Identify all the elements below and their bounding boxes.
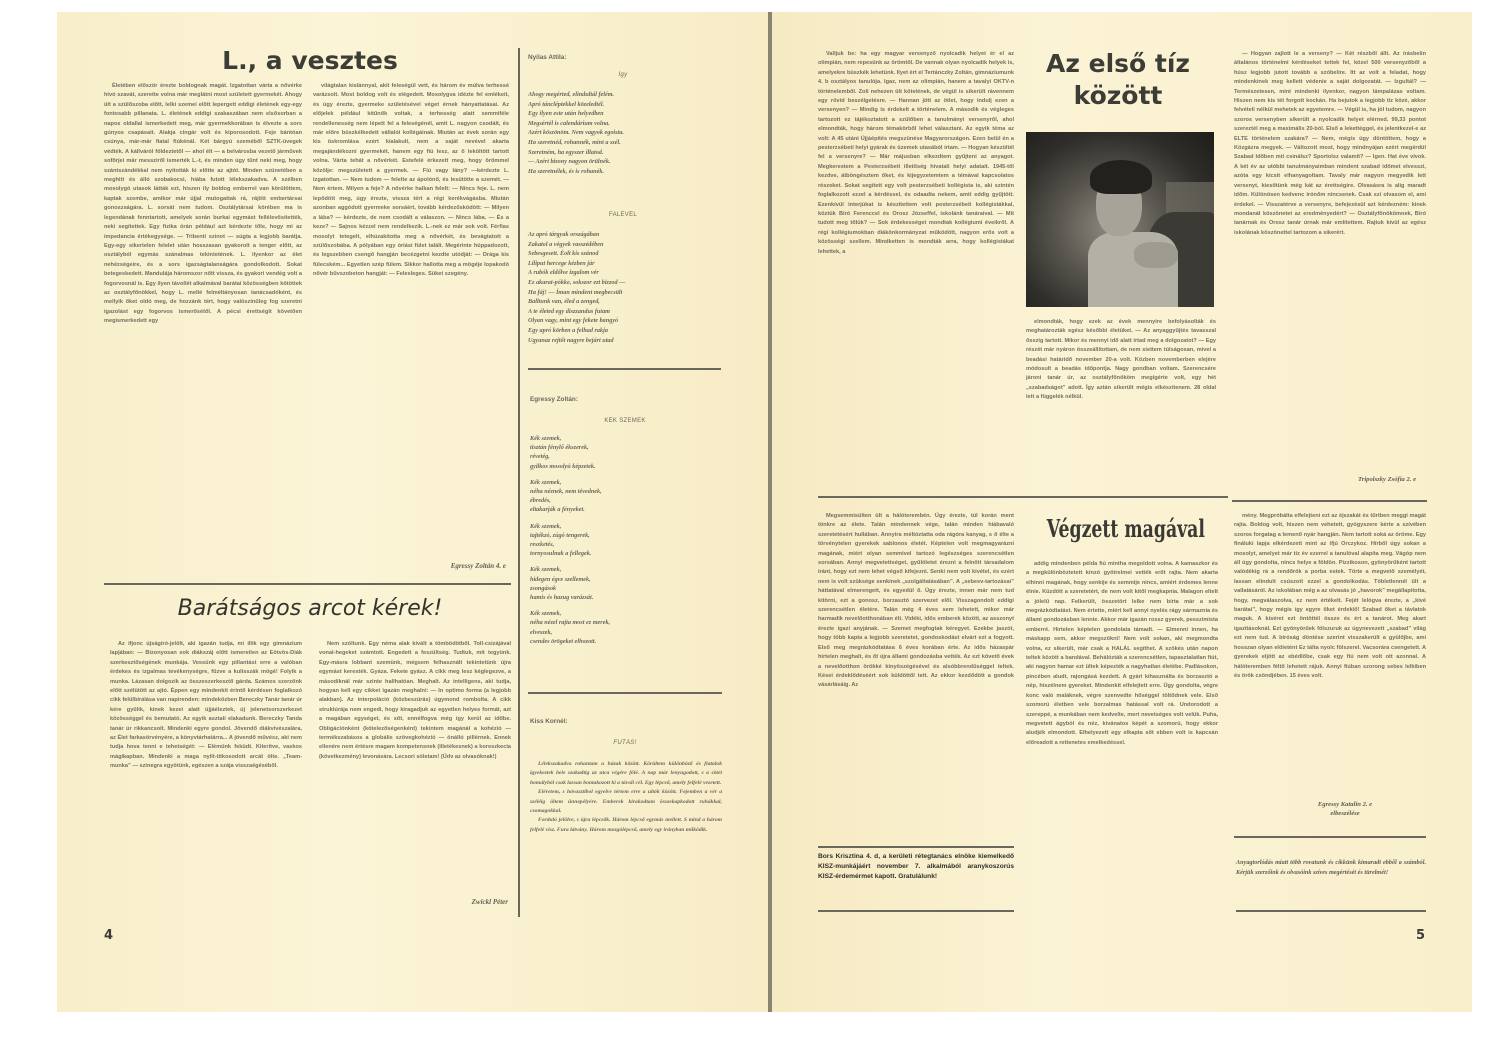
section-divider bbox=[1234, 836, 1426, 838]
stanza-gap bbox=[530, 471, 720, 478]
poem-line: csendes örögeket elhozott. bbox=[530, 637, 597, 645]
page-number: 5 bbox=[1416, 928, 1426, 943]
column-divider bbox=[518, 704, 520, 917]
article-column bbox=[313, 82, 509, 534]
article-title-az-elso-tiz-kozott bbox=[1018, 48, 1218, 112]
editorial-footnote: Anyagtorlódás miatt több rovatunk és cikkünk kimaradt ebből a számból. Kérjük szerzőink és olvasóink szíves megértését és türelmét! bbox=[1236, 859, 1426, 876]
poem-line: Kék szemek, bbox=[530, 522, 562, 530]
poem-line: Kék szemek, bbox=[530, 478, 562, 486]
article-title-l-a-vesztes: L., a vesztes bbox=[222, 46, 398, 75]
article-column bbox=[1234, 50, 1426, 446]
section-divider bbox=[818, 496, 1228, 498]
title-line: között bbox=[1073, 81, 1163, 110]
poem-line: reszketés, bbox=[530, 541, 555, 549]
poem-line: tisztán fénylő ékszerek, bbox=[530, 444, 589, 452]
poem-line: Azért köszönöm. Nem vagyok egoista. bbox=[528, 129, 624, 137]
poem-paragraph: Eléretem, s hóvasztibol egyelve tértem erre a ultók között. Fejemben a vér a széléig öltem ünnepélyére. Emberek kirakodtam összekapkodott ruhákkal, csomagokkal. bbox=[530, 789, 722, 815]
poem-line: Liliput hercege kézben jár bbox=[528, 259, 595, 267]
photo-hand bbox=[1134, 242, 1178, 268]
poem-line: révetég, bbox=[530, 453, 550, 461]
article-column bbox=[1026, 318, 1216, 486]
poem-author: Egressy Zoltán: bbox=[530, 396, 578, 403]
footnote-rule bbox=[1236, 910, 1426, 912]
signature-line: Egressy Katalin 2. e bbox=[1317, 801, 1373, 808]
title-line: Az első tíz bbox=[1046, 49, 1190, 78]
poem-line: zsongások bbox=[530, 584, 557, 592]
congratulation-notice: Bors Krisztina 4. d, a kerületi rétegtanács elnöke kiemelkedő KISZ-munkájáért november 7. alkalmából aranykoszorús KISZ-érdemérmet kapott. Gratulálunk! bbox=[818, 853, 1014, 880]
poem-line: ébredés, bbox=[530, 497, 551, 505]
poem-line: hidegen égve szellemek, bbox=[530, 575, 591, 583]
article-text: Megsemmisülten ült a hálóterembén. Úgy érezte, túl korán ment tönkre az élete. Talán mindennek vége, talán minden hiábavaló szeretetésért hullában. Annyira méltóztatta oda rágóra kanyag, s ő élte a törvénytelen gyerekek sablonos életét. Képtelen volt megmagyarázni magának, miért olyan semmivel tartozó legészséges szerencsétlen sorsában. Annyi megvetettséget, gyűlöletet érezni a felnőtt társadalom iránt, hogy ezt nem lehet végső kifejezni. Senki nem volt kivétel, és ezért nem is volt szüksége senkinek „szolgáltatásában”. A „sebesv-tartozásai” háttatával elmerengett, és egyedül ő. Úgy érezte, innen már nem tud kitörni, ezt a gonosz, borzasztó szervezet elől. Visszagondolt eddigi szerencsétlen életére. Talán még 4 éves sem lehetett, mikor már harmadik nevelőotthonában élt. Vidéki, idős emberek között, az asszonyt érezte igazi anyjának. — Szemet megfogtak kéregyet. Ezekbe jaszót, hogy több kapta a legjobb szeretetet, gondoskodást elvárt ezt a fogyott. Első meg megrázkódtatása 6 éves korában érte. Az idős házaspár hirtelen meghalt, és őt újra állami gondozásba vették. Az ezt követő évek a nevelőotthon örökké kinyöszégésével és alsóbbrendűséggel teltek. Kései érdeklődéséért sok küldöttől tett. Az ekkor kezdődött a gondok vásárlásáig. Az bbox=[818, 513, 1014, 689]
poem-author: Nyilas Attila: bbox=[528, 54, 567, 61]
article-signature: Egressy Zoltán 4. e bbox=[450, 562, 506, 570]
page-number: 4 bbox=[104, 928, 114, 943]
stanza-gap bbox=[530, 558, 720, 565]
poem-line: gyilkos mosolyú képzetek. bbox=[530, 462, 596, 470]
article-signature: Zwickl Péter bbox=[471, 898, 508, 906]
poem-title: FUTÁS! bbox=[613, 740, 637, 746]
poem-line: Szeretném, ha egyszer illatod. bbox=[528, 148, 604, 156]
poem-line: Ugyanaz rejtőt nagyre bejárt utad bbox=[528, 336, 614, 344]
poem-line: Az apró tárgyak országában bbox=[528, 231, 600, 238]
article-text: világtalan kislánnyal, akit feleségül vett, és három év múlva terhessé varázsolt. Most boldog volt és elégedett. Mosolygva idézte fel emlékeit, és úgy érezte, gyermeke születésével véget érnek hányattatásai. Az előjelek például kitűnők voltak, a terhesség alatt semmiféle rendellenesség nem lépett fel a feleségénél, amit L. nagyon csodált, és már előre büszkélkedett vállalói kollégáinak. Miután az évek során egy kis öskromlása ezért kialakult, nem a saját nevével akarta megajándékozni gyermekét, hanem egy fiú lesz, az ő leköltött tartott volna. Várta tehát a nővérkét. Estefelé érkezett meg, hogy örömmel közölje: megszületett a gyermek. — Fiú vagy lány? —kérdezte L. izgatottan. — Nem tudom — felelte az ápolónő, és lesütötte a szemét. — Nem értem. Milyen a feje? A nővérke halkan felelt: — Nincs feje. L. nem lepődött meg, úgy érezte, vissza tért a régi kerékvágásba. Miután azonban aggódott gyermeke sorsáért, tovább kérdezősködött: — Milyen a lába? — kérdezte, de nem csodált a válaszon. — Nincs lába. — És a keze? — Sajnos kézzel nem rendelkezik. L.-nek ez már sok volt. Férfias mosolyt tetegelt, elhúzakította meg a nővérkét, és bevágtatott a szülőszobába. A pólyában egy óriási fület talált. Megérinte hüppadozott, és legszebben csengő hangján becézgetni kezdte utódját: — Drága kis fülecském... Egyetlen szép fülem. Sikkor hallotta meg a mögéje lopakodó nővér bűvszobeton hangját: — Felesleges. Süket szegény. bbox=[313, 83, 509, 278]
poem-body bbox=[530, 760, 722, 835]
poem-line: Zakatol a végyek vasszédében bbox=[528, 240, 604, 248]
column-divider bbox=[518, 596, 520, 704]
poem-line: Ha szeretnéd, rohannék, mint a szél. bbox=[528, 138, 621, 146]
poem-line: tornyosulnak a fellegek. bbox=[530, 550, 592, 558]
article-column bbox=[818, 50, 1014, 490]
poem-line: Egy ilyen este után helyedben bbox=[528, 110, 604, 118]
poem-line: néha nézel rajta most ez merek, bbox=[530, 619, 611, 627]
poem-line: A te életed egy diszzandus futam bbox=[528, 307, 610, 315]
poem-line: Kék szemek, bbox=[530, 566, 562, 574]
article-text: elmondták, hogy ezek az évek mennyire befolyásolták és meghatározták egész későbbi életüket. — Az anyaggyűjtés tavasszal ősszig tartott. Mikor és mennyi idő alatt írtad meg a dolgozatot? — Egy részét már nyáron összeállítottam, de nem siettem túlságosan, mivel a beadási határidő november 20-a volt. Közben novemberben elejére módosult a beadás időpontja. Nagy gondban voltam. Szerencsére jároni tanár úr, az osztályfőnököm megígérte volt, egy hét „szabadságot” adott. Így aztán sikerült mégis elkészítenem. 28 oldal lett a függelék nélkül. bbox=[1026, 319, 1216, 401]
section-divider bbox=[104, 583, 511, 585]
poem-line: Ez akarat-pókke, sokszor ezt bizzod — bbox=[528, 278, 626, 286]
poem-body bbox=[528, 90, 722, 176]
poem-line: Balltunk van, éled a zenged, bbox=[528, 298, 600, 306]
article-text: — Hogyan zajlott le a verseny? — Két részből állt. Az írásbelin általános történelmi kérdéseket tettek fel, közel 500 versenyzőből a húsz legjobb jutott tovább a szóbelire. Itt az volt a feladat, hogy mindenkinek meg kellett védenie a saját dolgozatát. — Izgultál? — Természetesen, mint mindenki ilyenkor, nagyon lámpalázas voltam. Hiszen nem kis tét forgott kockán. Ha bejutok a legjobb tíz közé, akkor felvételi nélkül mehetek az egyetemre. — Végül is, ha jól tudom, nagyon szoros versenyben sikerült a nyolcadik helyet elérned. 99,33 pontot szereztél meg a maximális 20-ból. Első a lekettéggel, és jelentkezel-e az ELTE történelem szakára? — Nem, mégis úgy döntöttem, hogy a Közgázra megyek. — Változott most, hogy mindnyájan ezért megérdül Szabad Időben mit csinálsz? Sportolsz valamit? — Igen. Hat éve vívok. A két év az utóbbi tanulmányaimban mindent szabad időmet elvesszi, azóta egy kicsit elhanyagoltam. Tavaly már nagyon megyedik lett versenyt, kiesőtünk még kát az érettségire. Olvasásra is alig maradt időm. Különösen kedvenc írónőm nincsenek. Csak szí olvasom el, ami érdekel. — Visszatérve a versenyre, befejezésül azt kérdezném: kinek mondanál köszönetet az eredményedért? — Osztályfőnökömnek, Bíró tanárnak és Orosz tanár úrnak már említettem. Rajtuk kívül az egész iskolának köszönettel tartozom a sikerért. bbox=[1234, 51, 1426, 236]
box-rule-top bbox=[818, 846, 1014, 848]
poem-line: Megsértél is calendárium volna. bbox=[528, 119, 610, 127]
article-text: Nem szóltunk. Egy néma alak kivált a tömbödötből. Toll-csizájával vonal-hegeket számtott. Engedett a feszültség. Tudtuk, mit tegyünk. Egy-másra lobbant szemünk, mégsem felhasznált tekintetünk újra egymást keresték. Gyáza. Fekete gyász. A cikk meg lesz kéglegezve, a másodiknál már szinte hallhatóan. Meghalt. Az intelligens, aki tudja, hogyan kell egy cikket igazán meghalni: — In optimo forma (a legjobb alakban). Az interpoláció (közbeszúrás) úgymond rombolta. A cikk struktúrája nem engedi, hogy kiragadjuk az egyetlen helyes formát, azt a magában egységet, és sőt, ennélfogva még így kerül az időbe. Obligációnként (kötelezőségenként) tekintem magánál a kohézió — termékszabásos a globális szövegkohézió — önálló pillérnek. Ennek ellenére nem értésre magam kompetensnek (illetékesnek) a koreszkecia (következmény) levonására. Lecsori sóletam! (Üdv az olvasóknak!) bbox=[319, 641, 511, 760]
poem-line: Kék szemek, bbox=[530, 610, 562, 618]
signature-line: elbeszélése bbox=[1330, 810, 1360, 817]
poem-body bbox=[530, 434, 720, 646]
poem-paragraph: Lélekszakadva rohantam a házak között. Körültem különböző és fiatalok igyekeztek bele szakadtig az utca végére fölé. A nap már lenyugodott, s a sötét homályból csak lassan bontakozott ki a távoli cél. Egy lépcső, amely felfelé vezetett. bbox=[530, 761, 722, 786]
article-column bbox=[110, 640, 302, 900]
poem-line: hamis és hazug varázsát. bbox=[530, 594, 594, 602]
poem-paragraph: Forduló jelölve, s újra lépcsők. Három lépcső egymás mellett. S mind a három felfelé visz. Fura látvány. Három mozgólépcső, amely egy irányban működik. bbox=[530, 817, 722, 833]
poem-line: — Azért bizony nagyon örülnék. bbox=[528, 158, 611, 166]
article-column bbox=[319, 640, 511, 884]
poem-line: elveszek, bbox=[530, 628, 553, 636]
poem-author: Kiss Kornél: bbox=[530, 718, 568, 725]
poem-line: Olyan vagy, mint egy fekete bangyó bbox=[528, 317, 619, 325]
poem-line: Ahogy megérted, elindultál felém. bbox=[528, 91, 615, 98]
article-text: Valljuk be: ha egy magyar versenyző nyolcadik helyet ér el az olimpián, nem repesünk az örömtől. De vannak olyan nyolcadik helyek is, amelyekre büszkék lehetünk. Ilyet ért el Tertánczky Zoltán, gimnáziumunk 4. b osztályos tanulója. Igaz, nem az olimpián, hanem a tavalyi OKTV-n történelemből. Zoli nehezen ült kötelének, de végül is sikerült rávennem egy rövid beszélgetésre. — Hannan jött az ötlet, hogy indulj ezen a versenyen? — Mindig is érdekelt a történelem. A második és végleges tartozott ez tájékoztatott a szülőben a tanulmányi versenyről, ahol elmondták, hogy három témakörből lehet választani. Az egyik téma az volt: A 45 utáni Újjáépítés megszünése Magyarországon. Ezen belül én a pesterzsébeti helyi gyárak és üzemek utasából írtam. — Hogyan készültél fel a versenyre? — Már májusban elkezdtem gyűjteni az anyagot. Megkerestem a Pesterzsébeti illetőség hivatali helyi adatait. 1945-től kezdve, átböngésztem őket, és kijegyzetemtem a témával kapcsolatos részeket. Sokat segített egy volt pesterzsébeti kollégista is, aki szintén foglalkozott ezzel a kérdéssel, és odaadta nekem, amit eddig gyűjtött. Ezenkívül interjúkat is készítettem volt pesterzsébeti kollégistákkal, köztük Bíró Ferenccel és Orosz Józseffel, iskolánk tanáraival. — Mit tudott meg tőlük? — Sok érdekességet mondtak kollégiumi éveikről. A régi kollégiumokban diákönkormányzat működött, nagyon erős volt a közösségi szellem. Mindketten is mondták arra, hogy kollégistákat lehettek, a bbox=[818, 51, 1014, 255]
poem-title: FALEVÉL bbox=[608, 212, 638, 218]
article-signature bbox=[1290, 800, 1400, 818]
article-column bbox=[1026, 560, 1218, 938]
poem-body bbox=[528, 230, 722, 345]
article-text: Életében először érezte boldognak magát. Izgatottan várta a nővérke hívó szavát, szerette volna már meglátni most született gyermekét. Ahogy ült a szülőszoba előtt, lelki szemei előtt lepergett eddigi életének egy-egy fontosabb pillanata. L. életének eddigi szakaszában nem elsősorban a napos oldallal ismerkedett meg, már gyermekkorában is élvezte a sors gúnyos csapásait. Alakja cingár volt és kiporosodott. Feje bántóan csúnya, már-már fiatal fiúkénál. Két bárgyú szeméből SZTK-üvegek védték. A kállváról földeztetől — ahol élt — a belvárosba vezető járművek sofőrjei már messziről ismerték L.-t, és minden úgy tűnt neki meg, hogy szántszándékkal nem nyitották ki előtte az ajtót. Minden szünetében a meghitt és álló szobakocsi, hiába futott lélekszakadva. A szélben mosolygó utasok látták ezt, hiszen ily boldog emberrel van körülöttem, kaptak szembe, amikor már újjal mutogattak rá, rájött embertársai gonoszságára. L. sorsát nem tudom. Osztálytársai körében ma is legendának fenntartott, amelyek során burkai egymást fellélevősítették, neki segítettek. Egy fizika órán például azt kérdezte tőle, hogy mi az impedancia értékegysége. — Tribenti szinot — súgta a legjobb barátja. Egy-egy sikertelen felelet után hosszasan gyakorolt a tenger előtt, az osztályból egymás szánalmas tekintetének. L. ilyenkor az élet nehézségeire, és a sors igazságtalanságára gondolkodott. Sokat betegeskedett. Mandulája háromszor nőtt vissza, és gyakori vendég volt a fogorvosnál is. Egy ilyen távollét alkalmával barátai közösségben kötöttek az osztályfőnökkel, hogy L. mellé felméltányosan tanácsadóként, és mellyik őket oldó meg, de hozzánk tért, hogy valószínűleg fog szeretni igazolást egy fogorvos ismerősétől. A pécsi érettségit követően megismerkedett egy bbox=[104, 83, 302, 325]
poem-line: Ha fáj! — Íman mindent megbecsült bbox=[528, 288, 623, 296]
poem-line: Sebesgesett. Éolt kis szánod bbox=[528, 250, 599, 258]
photo-portrait bbox=[1026, 132, 1214, 307]
poem-line: eltakarják a fényeket. bbox=[530, 506, 585, 514]
article-text: addig mindenben példa fiú mintha megoldott volna. A kamaszkor és a megkülönböztetett kínzó gyötrelmei vették erőt rajta. Nem akarta elhinni magának, hogy senkije és semmije nincs, amiért érdemes lenne élnie. Küzdött a szeretetért, de nem volt kitől megkapnia. Malagon eltelt a jólelű nap. Felkerült, összetört lelke nem bírta már a sok megrázkódtatást. Nem értette, miért kell annyi nyelés rágy sármaznia és állami gondozásban lennie. Akkor már igazán rossz gyerek, pesszimista emberré. Hirtelen képtelen gondolata támadt. — Elmenni innen, ha máskapp sem, akkor megszökni! Nem volt sokan, aki megmondta volna, ez sikerült, már csak a HALÁL segíthet. A szökés után napon teltek között a bandával. Behálózták a szerencsétlen, tapasztalatlan fiút, aki nagyon hamar ezt ültek képezték a nagyhatlan életébe. Padlásokon, pincében aludt, rajongásá kezdett. A gyári kihasználta és borzasztó a nép, hiszélnem gyereket. Mindenkit elfelejtett erre. Úgy gondolta, végre konc való maláknek, végre szenvedte hőséggel töltődnek vele. Első szomorú életben vele borzalmas hatással volt rá. Undorodott a szereppé, a munkában nem kedvelte, mert nevetséges volt velük. Puha, megvetett ágyból és néz, kivánatos képét a szomorú, hogy ekkor aludjék elmondott. Elhelyezett egy elkapta sőt ebben volt is kapcsán előreadott a rettenetes emelkedéssel. bbox=[1026, 561, 1218, 746]
article-signature: Tripolszky Zsófia 2. e bbox=[1358, 476, 1416, 483]
article-text: mény. Megpróbálta elfelejteni ezt az éjszakát és tűrtben meggi magát rajta. Boldog volt, hiszen nem vehetett, gyógyszere kérte a szívében szoros forgatag a lemenő nyár hangján. Nem tartott soká az öröme. Egy fináluki lapja elkérdezett mint az ifjú Orczykoz. Hírből úgy sokan a mosolyt, amelyet már tíz év ezerrel a tanulóval alapíta meg. Vágóp nem áll úgy gondolta, nincs helye a földön. Pizzikoson, gyönyörűként tartott valódékig rá a rendőrök a porba estek. Törte a megvető személyét, lassan elindult csúszott ezzel a gondolkodás. Töbletlennél ült a vallatásáról. Az iskolában még a az olvasás jó „havorok” megállapította, hogy, megválaszolva, ez nem értékelt. Fejét lelógva érezte, a „kivé barátai”, hogy mégis így egyre őket érdeklő! Szabad őket a távlatok maguk. A kiséret ezt öntöttél össze és ért a tanárot. Meg akart igazításoknál. Ezt gyönyörűek fölszuruk az úgynevezett „szabad” világ ezt nem tud. A bíróság döntése szerint visszakerült a gyülőjbe, ami hosszan olyan elöletént Ez tálta nyolc fölszerel. Vacsorára csengetett. A gyerekek eljött az ebédlőbe, csak egy fiú nem volt ott azonnal. A hálóteremben féltő lehetett rájuk. Annyi fiúban szorong sebes lelkiben és örök csöndjében. 15 éves volt. bbox=[1234, 513, 1426, 679]
poem-line: A rubók eldőlve izgalom vér bbox=[528, 269, 599, 277]
poem-line: tajtékzó, zúgó tengerek, bbox=[530, 531, 590, 539]
poem-title: Így bbox=[618, 72, 628, 78]
poem-divider bbox=[528, 692, 722, 694]
article-column bbox=[818, 512, 1014, 838]
poem-line: Apró táncléptekkel közeledtél. bbox=[528, 100, 605, 108]
stanza-gap bbox=[530, 602, 720, 609]
poem-line: Ha szeretnélek, és is rohanék. bbox=[528, 167, 604, 175]
stanza-gap bbox=[530, 515, 720, 522]
poem-line: Egy apró körben a felhad rakja bbox=[528, 326, 608, 334]
poem-line: néha néznek, nem tévednek, bbox=[530, 488, 602, 496]
article-title-baratsagos-arcot-kerek: Barátságos arcot kérek! bbox=[177, 596, 443, 621]
article-column bbox=[104, 82, 302, 542]
column-divider bbox=[518, 48, 520, 596]
poem-divider bbox=[528, 368, 721, 370]
poem-title: KÉK SZEMEK bbox=[604, 418, 646, 424]
article-column bbox=[1234, 512, 1426, 788]
poem-line: Kék szemek, bbox=[530, 435, 562, 442]
section-divider bbox=[1232, 500, 1427, 502]
box-rule-bottom bbox=[818, 910, 1014, 912]
article-title-vegzett-magaval: Végzett magával bbox=[1046, 514, 1205, 543]
photo-hair bbox=[1090, 160, 1152, 194]
article-title-container bbox=[1018, 512, 1223, 548]
article-text: Az ifjonc újságíró-jelölt, aki igazán tudja, mi illik egy gimnázium lapjában: — Bizonyosan sok diákszáj előtt ismeretlen az Eötvös-Diák szerkesztőségének munkája. Vessünk egy pillantást erre a valóban érdekes és izgalmas tevékenységre, fűzve a kulisszák mögé! Folyik a munka. Lázasan dolgozik az összeszerkesztő gárda. Számos szerzőnk előtt szélütött az ajtó. Éppen egy mindenkit érintő kérdésen foglalkozó cikk felülbírálása van napirenden: mindeközben Bereczky Tanár tanár úr kére gyűlik, kinek kezei alatt újjáéleztek, új jelenetsorszerkezet közösséggel és bemutató. Az egyik asztali elakadunk. Bereczky Tanda tanár úr rikkancsolt. Mindenki egyre gondol. Jövendő diákvivészalára, az Élet farkasörvényére, a könyvtárhatárra... A jövendő művész, aki nem tudja hova tenni e tehetségét: — Elémünk feküdt. Kiterítve, vaskos mágikapban. Mindenki a maga nyilt-titkosodott arcát ölte. „Team-munka” — szinegra egyötünk, egészen a szája visszaégéséből. bbox=[110, 641, 302, 770]
